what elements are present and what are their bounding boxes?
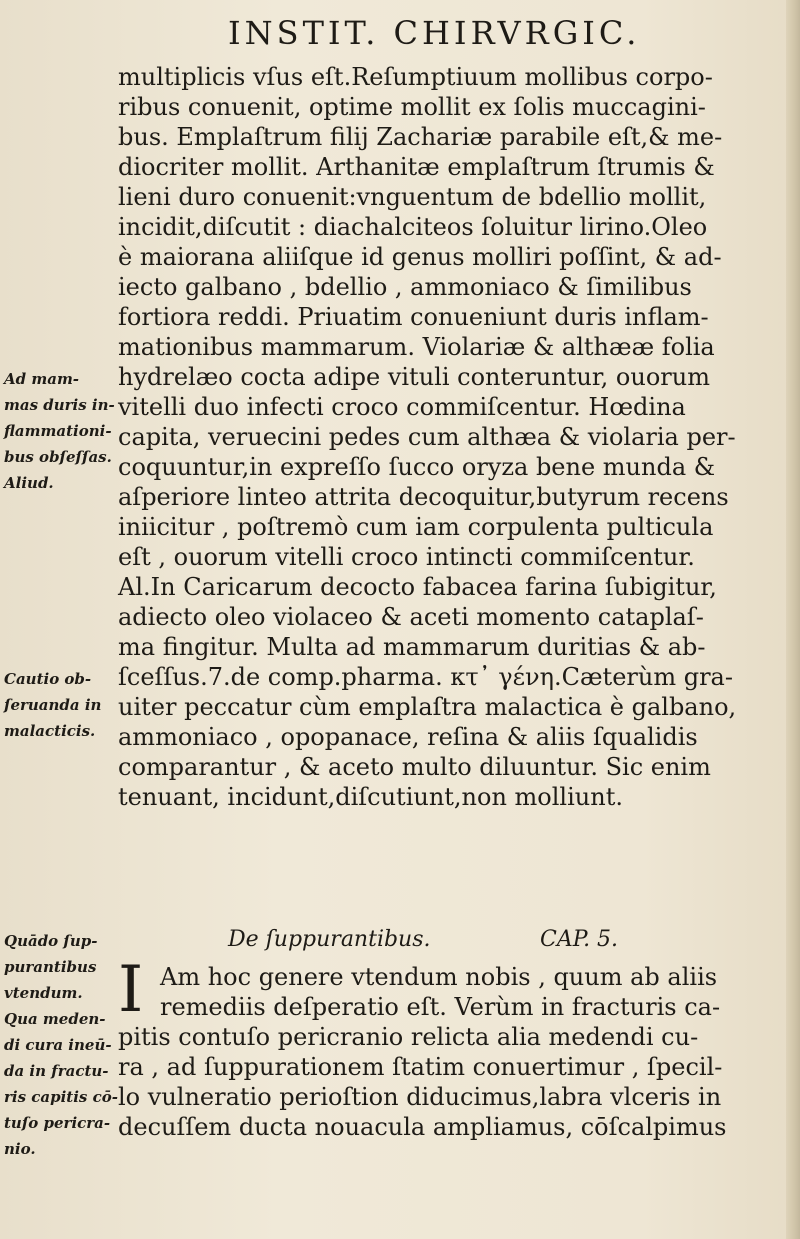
text-line: pitis contuſo pericranio relicta alia medendi cu- — [118, 1023, 699, 1051]
text-line: capita, veruecini pedes cum althæa & violaria per- — [118, 423, 736, 451]
margin-note-line: nio. — [4, 1140, 36, 1158]
text-line: comparantur , & aceto multo diluuntur. Sic enim — [118, 753, 711, 781]
text-line: remediis deſperatio eſt. Verùm in fracturis ca- — [160, 993, 721, 1021]
text-line: adiecto oleo violaceo & aceti momento cataplaſ- — [118, 603, 704, 631]
text-line: coquuntur,in expreſſo ſucco oryza bene munda & — [118, 453, 716, 481]
margin-note-line: Aliud. — [4, 474, 54, 492]
text-line: eſt , ouorum vitelli croco intincti commiſcentur. — [118, 543, 695, 571]
margin-note-line: mas duris in- — [4, 396, 115, 414]
margin-note-line: bus obſeſſas. — [4, 448, 112, 466]
margin-note-line: ris capitis cō- — [4, 1088, 118, 1106]
margin-note-line: malacticis. — [4, 722, 96, 740]
text-line: ſceſſus.7.de comp.pharma. κτ᾽ γένη.Cæterùm gra- — [118, 663, 733, 691]
section-title: De ſuppurantibus. — [228, 927, 431, 952]
chapter-number: CAP. 5. — [540, 927, 619, 952]
text-line: hydrelæo cocta adipe vituli conteruntur, ouorum — [118, 363, 710, 391]
margin-note-line: da in fractu- — [4, 1062, 109, 1080]
margin-note-line: flammationi- — [4, 422, 112, 440]
text-line: diocriter mollit. Arthanitæ emplaſtrum ſtrumis & — [118, 153, 715, 181]
text-line: iniicitur , poſtremò cum iam corpulenta pulticula — [118, 513, 714, 541]
text-line: fortiora reddi. Priuatim conueniunt duris inflam- — [118, 303, 709, 331]
text-line: incidit,diſcutit : diachalciteos ſoluitur lirino.Oleo — [118, 213, 708, 241]
margin-note-line: di cura ineū- — [4, 1036, 112, 1054]
text-line: decuſſem ducta nouacula ampliamus, cōſcalpimus — [118, 1113, 727, 1141]
text-line: aſperiore linteo attrita decoquitur,butyrum recens — [118, 483, 729, 511]
margin-note-line: Qua meden- — [4, 1010, 106, 1028]
text-line: bus. Emplaſtrum filij Zachariæ parabile eſt,& me- — [118, 123, 723, 151]
margin-note-line: tuſo pericra- — [4, 1114, 111, 1132]
text-line: ribus conuenit, optime mollit ex ſolis muccagini- — [118, 93, 706, 121]
text-line: iecto galbano , bdellio , ammoniaco & ſimilibus — [118, 273, 692, 301]
margin-note-line: Cautio ob- — [4, 670, 92, 688]
margin-note-line: Ad mam- — [4, 370, 80, 388]
text-line: multiplicis vſus eſt.Reſumptiuum mollibus corpo- — [118, 63, 713, 91]
running-header: INSTIT. CHIRVRGIC. — [228, 14, 641, 52]
text-line: lo vulneratio perioſtion diducimus,labra vlceris in — [118, 1083, 722, 1111]
drop-capital: I — [118, 953, 144, 1027]
margin-note-line: ſeruanda in — [4, 696, 102, 714]
text-line: è maiorana aliiſque id genus molliri poſſint, & ad- — [118, 243, 722, 271]
text-line: ammoniaco , opopanace, reſina & aliis ſqualidis — [118, 723, 698, 751]
text-line: vitelli duo infecti croco commiſcentur. Hœdina — [118, 393, 686, 421]
text-line: Al.In Caricarum decocto fabacea farina ſubigitur, — [118, 573, 717, 601]
text-line: ra , ad ſuppurationem ſtatim conuertimur , ſpecil- — [118, 1053, 723, 1081]
text-line: uiter peccatur cùm emplaſtra malactica è galbano, — [118, 693, 737, 721]
margin-note-line: vtendum. — [4, 984, 83, 1002]
margin-note-line: Quādo ſup- — [4, 932, 98, 950]
text-line: lieni duro conuenit:vnguentum de bdellio mollit, — [118, 183, 707, 211]
page-edge — [786, 0, 800, 1239]
text-line: Am hoc genere vtendum nobis , quum ab aliis — [160, 963, 718, 991]
text-line: ma fingitur. Multa ad mammarum duritias & ab- — [118, 633, 706, 661]
margin-note-line: purantibus — [4, 958, 97, 976]
text-line: tenuant, incidunt,diſcutiunt,non molliunt. — [118, 783, 623, 811]
text-line: mationibus mammarum. Violariæ & althææ folia — [118, 333, 715, 361]
